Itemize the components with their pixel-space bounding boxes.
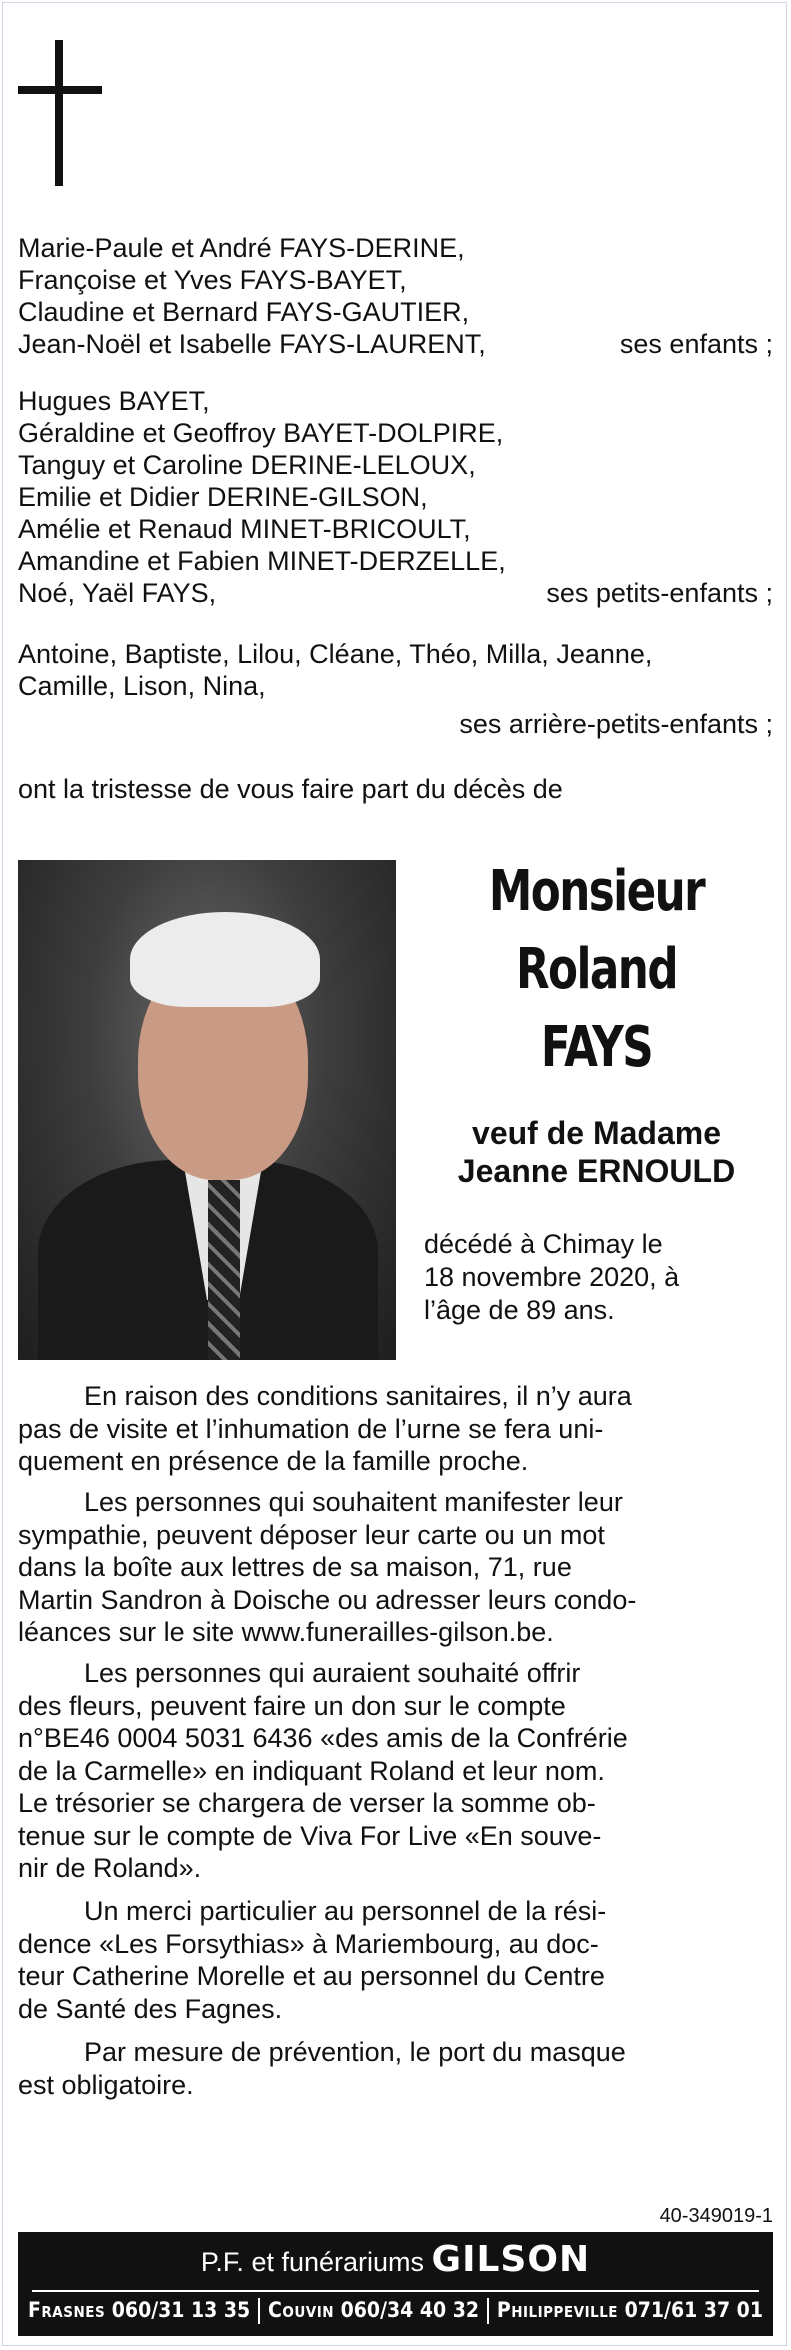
text-line: pas de visite et l’inhumation de l’urne se fera uni- [18,1413,604,1444]
cross-icon [18,40,102,186]
text-line: des fleurs, peuvent faire un don sur le compte [18,1690,566,1721]
reference-number: 40-349019-1 [659,2205,773,2227]
phone-separator [487,2298,489,2324]
family-line: Claudine et Bernard FAYS-GAUTIER, [18,297,470,327]
deceased-photo [18,860,396,1360]
text-line: Par mesure de prévention, le port du masque [84,2037,626,2067]
text-line: Martin Sandron à Doische ou adresser leurs condo- [18,1584,637,1615]
phone-entry [28,2298,250,2324]
text-line: dans la boîte aux lettres de sa maison, 71, rue [18,1552,572,1582]
text-line: de la Carmelle» en indiquant Roland et leur nom. [18,1755,605,1786]
paragraph-condolences [18,1486,775,1649]
family-line [18,577,773,609]
text-line: Les personnes qui auraient souhaité offrir [84,1658,581,1688]
family-line: Camille, Lison, Nina, [18,671,266,701]
family-line: Hugues BAYET, [18,386,210,416]
death-line: l’âge de 89 ans. [424,1295,615,1325]
family-name: Noé, Yaël FAYS, [18,578,217,608]
paragraph-sanitary [18,1380,775,1478]
great-grandchildren-role: ses arrière-petits-enfants ; [459,709,773,739]
family-name: Jean-Noël et Isabelle FAYS-LAURENT, [18,329,486,359]
family-line: Antoine, Baptiste, Lilou, Cléane, Théo, Milla, Jeanne, [18,639,653,669]
phone-number: 060/34 40 32 [340,2298,479,2322]
phone-entry [497,2298,763,2324]
text-line: sympathie, peuvent déposer leur carte ou un mot [18,1519,605,1550]
text-line: de Santé des Fagnes. [18,1993,283,2024]
deceased-first-name: Roland [515,937,678,1002]
firm-line [18,2240,773,2282]
text-line: dence «Les Forsythias» à Mariembourg, au doc- [18,1928,599,1959]
phone-place: Couvin [268,2298,335,2322]
text-line: Le trésorier se chargera de verser la somme ob- [18,1788,596,1818]
firm-prefix: P.F. et funérariums [200,2247,425,2277]
widow-line: veuf de Madame [472,1115,721,1151]
family-line: Géraldine et Geoffroy BAYET-DOLPIRE, [18,418,504,448]
death-line: 18 novembre 2020, à [424,1262,680,1292]
text-line: Un merci particulier au personnel de la rési- [84,1896,607,1926]
family-line: Tanguy et Caroline DERINE-LELOUX, [18,450,476,480]
children-role: ses enfants ; [619,329,773,359]
widow-line: Jeanne ERNOULD [457,1153,736,1189]
announcement: ont la tristesse de vous faire part du décès de [18,774,563,804]
family-line: Amandine et Fabien MINET-DERZELLE, [18,546,506,576]
family-line: Amélie et Renaud MINET-BRICOULT, [18,514,471,544]
text-line: tenue sur le compte de Viva For Live «En souve- [18,1820,602,1851]
text-line: teur Catherine Morelle et au personnel du Centre [18,1961,605,1991]
text-line: n°BE46 0004 5031 6436 «des amis de la Confrérie [18,1723,628,1753]
deceased-last-name: FAYS [540,1015,653,1080]
family-line [18,328,773,360]
family-line: Marie-Paule et André FAYS-DERINE, [18,233,465,263]
text-line: Les personnes qui souhaitent manifester leur [84,1487,623,1517]
text-line: léances sur le site www.funerailles-gilson.be. [18,1617,554,1647]
firm-name: GILSON [431,2239,591,2280]
paragraph-donation [18,1657,775,1885]
death-line: décédé à Chimay le [424,1229,663,1259]
deceased-title: Monsieur [488,859,705,924]
footer-divider [32,2290,759,2292]
paragraph-thanks [18,1895,775,2025]
family-line: Emilie et Didier DERINE-GILSON, [18,482,428,512]
phone-place: Philippeville [496,2298,619,2322]
funeral-home-banner [18,2232,773,2336]
text-line: est obligatoire. [18,2069,194,2100]
text-line: quement en présence de la famille proche. [18,1446,529,1476]
phone-number: 071/61 37 01 [624,2298,763,2322]
phone-number: 060/31 13 35 [111,2298,251,2322]
phone-entry [268,2298,479,2324]
text-line: En raison des conditions sanitaires, il n’y aura [84,1381,632,1411]
grandchildren-role: ses petits-enfants ; [546,578,773,608]
phone-list [28,2298,763,2324]
death-details [424,1228,774,1327]
family-line: Françoise et Yves FAYS-BAYET, [18,265,407,295]
paragraph-mask [18,2036,775,2101]
phone-separator [258,2298,260,2324]
text-line: nir de Roland». [18,1853,202,1883]
phone-place: Frasnes [28,2298,106,2322]
